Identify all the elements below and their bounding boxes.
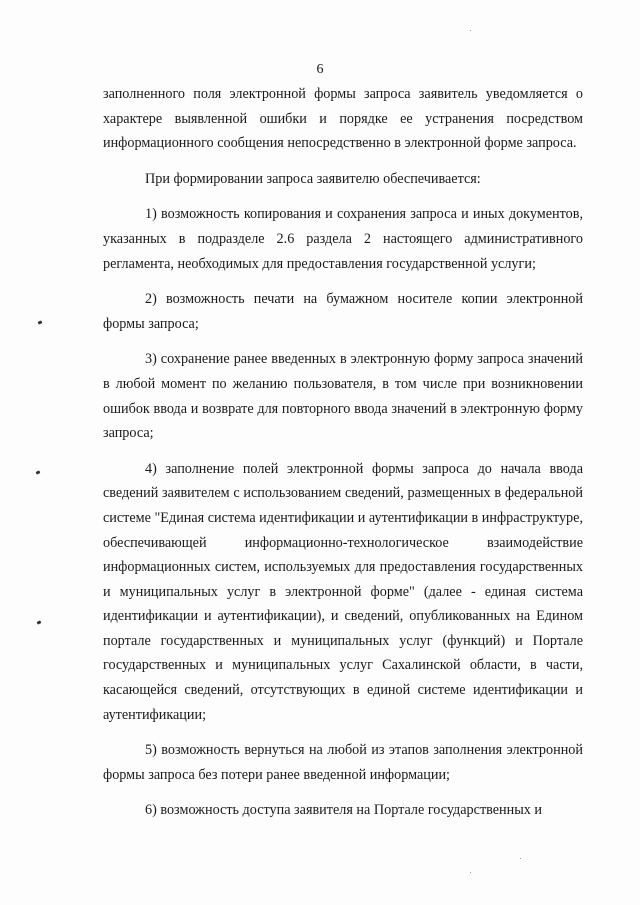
paragraph-item-3: 3) сохранение ранее введенных в электронную форму запроса значений в любой момент по желанию пользователя, в том числе при возникновении ошибок ввода и возврате для повторного ввода значений в электронную форму запроса; xyxy=(103,351,583,442)
scan-speck xyxy=(470,872,471,873)
paragraph-continuation: заполненного поля электронной формы запроса заявитель уведомляется о характере выявленной ошибки и порядке ее устранения посредством информационного сообщения непосредственно в электронной форме запроса. xyxy=(103,86,583,152)
paragraph-intro: При формировании запроса заявителю обеспечивается: xyxy=(145,170,481,187)
scan-mark xyxy=(37,620,42,624)
scan-speck xyxy=(470,30,471,31)
paragraph-item-1: 1) возможность копирования и сохранения запроса и иных документов, указанных в подразделе 2.6 раздела 2 настоящего административного регламента, необходимых для предоставления государственной услуги; xyxy=(103,206,583,272)
scan-speck xyxy=(520,858,521,859)
page-number: 6 xyxy=(316,62,324,77)
scan-mark xyxy=(38,320,43,324)
scan-mark xyxy=(36,470,41,474)
paragraph-item-5: 5) возможность вернуться на любой из этапов заполнения электронной формы запроса без потери ранее введенной информации; xyxy=(103,742,583,783)
paragraph-item-6: 6) возможность доступа заявителя на Портале государственных и xyxy=(145,802,543,819)
paragraph-item-2: 2) возможность печати на бумажном носителе копии электронной формы запроса; xyxy=(103,291,583,332)
document-body xyxy=(103,82,583,834)
paragraph-item-4: 4) заполнение полей электронной формы запроса до начала ввода сведений заявителем с использованием сведений, размещенных в федеральной системе "Единая система идентификации и аутентификации в инфраструктуре, обеспечивающей информационно-технологическое взаимодействие информационных систем, используемых для предоставления государственных и муниципальных услуг в электронной форме" (далее - единая система идентификации и аутентификации), и сведений, опубликованных на Едином портале государственных и муниципальных услуг (функций) и Портале государственных и муниципальных услуг Сахалинской области, в части, касающейся сведений, отсутствующих в единой системе идентификации и аутентификации; xyxy=(103,460,583,723)
